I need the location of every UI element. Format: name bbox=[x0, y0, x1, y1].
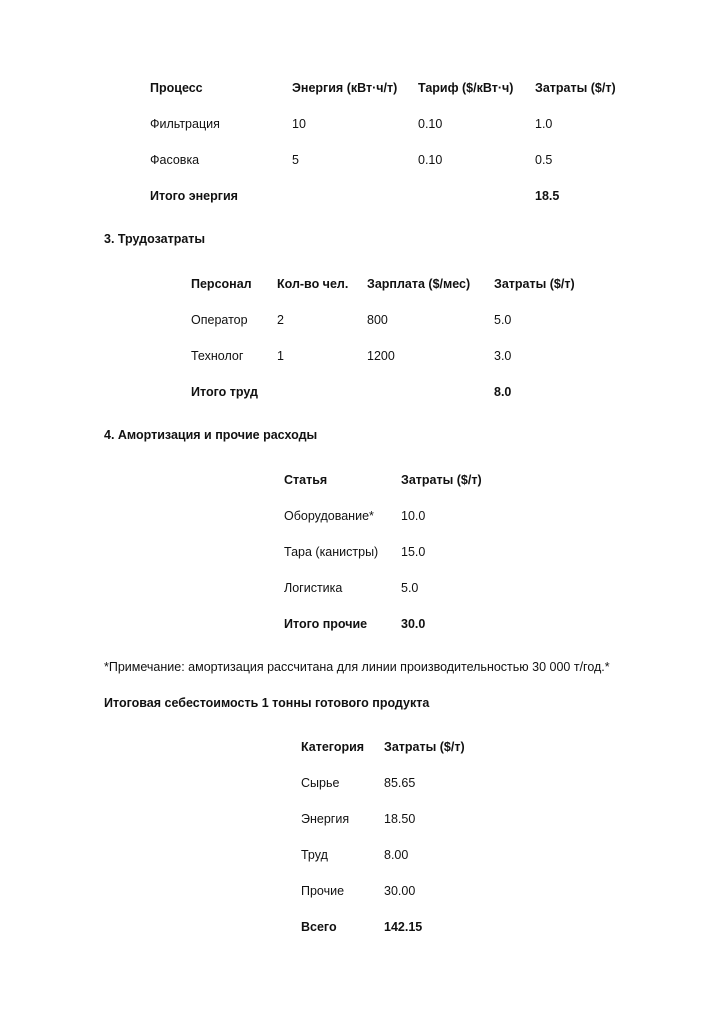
table-header-row bbox=[301, 729, 484, 765]
table-cell: 5 bbox=[292, 153, 299, 167]
header-cell: Тариф ($/кВт·ч) bbox=[418, 81, 514, 95]
table-total-row bbox=[150, 178, 625, 214]
table-cell: Логистика bbox=[284, 581, 343, 595]
table-cell: 0.10 bbox=[418, 117, 443, 131]
table-cell: 2 bbox=[277, 313, 284, 327]
table-cell: 5.0 bbox=[401, 581, 419, 595]
section-heading-summary: Итоговая себестоимость 1 тонны готового продукта bbox=[104, 696, 430, 710]
table-cell: Прочие bbox=[301, 884, 345, 898]
table-cell: 8.00 bbox=[384, 848, 409, 862]
header-cell: Зарплата ($/мес) bbox=[367, 277, 471, 291]
header-cell: Затраты ($/т) bbox=[401, 473, 482, 487]
table-row bbox=[284, 534, 501, 570]
table-cell: 0.5 bbox=[535, 153, 553, 167]
header-cell: Затраты ($/т) bbox=[494, 277, 575, 291]
table-row bbox=[301, 837, 484, 873]
table-row bbox=[284, 570, 501, 606]
table-row bbox=[191, 338, 584, 374]
table-cell: 800 bbox=[367, 313, 388, 327]
header-cell: Статья bbox=[284, 473, 328, 487]
table-cell: Фасовка bbox=[150, 153, 200, 167]
labor-cost-table bbox=[191, 266, 584, 410]
table-cell: Оператор bbox=[191, 313, 248, 327]
header-cell: Персонал bbox=[191, 277, 252, 291]
other-cost-table bbox=[284, 462, 501, 642]
table-cell: Тара (канистры) bbox=[284, 545, 379, 559]
table-cell: 1200 bbox=[367, 349, 395, 363]
table-cell: Технолог bbox=[191, 349, 244, 363]
total-value: 142.15 bbox=[384, 920, 423, 934]
table-header-row bbox=[150, 70, 625, 106]
table-cell: Труд bbox=[301, 848, 328, 862]
header-cell: Затраты ($/т) bbox=[384, 740, 465, 754]
table-row bbox=[150, 142, 625, 178]
section-heading-other: 4. Амортизация и прочие расходы bbox=[104, 428, 318, 442]
energy-cost-table bbox=[150, 70, 625, 214]
table-cell: Сырье bbox=[301, 776, 340, 790]
table-cell: 3.0 bbox=[494, 349, 512, 363]
table-total-row bbox=[301, 909, 484, 945]
total-label: Итого труд bbox=[191, 385, 258, 399]
total-value: 30.0 bbox=[401, 617, 426, 631]
table-row bbox=[301, 801, 484, 837]
header-cell: Кол-во чел. bbox=[277, 277, 349, 291]
table-cell: 1 bbox=[277, 349, 284, 363]
table-cell: 0.10 bbox=[418, 153, 443, 167]
header-cell: Энергия (кВт·ч/т) bbox=[292, 81, 398, 95]
table-cell: Энергия bbox=[301, 812, 350, 826]
table-cell: 85.65 bbox=[384, 776, 416, 790]
table-row bbox=[191, 302, 584, 338]
table-total-row bbox=[284, 606, 501, 642]
total-label: Итого энергия bbox=[150, 189, 238, 203]
table-row bbox=[301, 873, 484, 909]
table-cell: 1.0 bbox=[535, 117, 553, 131]
table-cell: 15.0 bbox=[401, 545, 426, 559]
table-header-row bbox=[284, 462, 501, 498]
table-row bbox=[284, 498, 501, 534]
table-cell: 10.0 bbox=[401, 509, 426, 523]
table-cell: Фильтрация bbox=[150, 117, 220, 131]
total-label: Всего bbox=[301, 920, 337, 934]
table-cell: 18.50 bbox=[384, 812, 416, 826]
table-row bbox=[150, 106, 625, 142]
header-cell: Процесс bbox=[150, 81, 203, 95]
table-cell: 5.0 bbox=[494, 313, 512, 327]
summary-cost-table bbox=[301, 729, 484, 945]
table-cell: Оборудование* bbox=[284, 509, 374, 523]
section-heading-labor: 3. Трудозатраты bbox=[104, 232, 206, 246]
table-total-row bbox=[191, 374, 584, 410]
header-cell: Категория bbox=[301, 740, 365, 754]
table-row bbox=[301, 765, 484, 801]
total-label: Итого прочие bbox=[284, 617, 368, 631]
table-cell: 10 bbox=[292, 117, 306, 131]
table-cell: 30.00 bbox=[384, 884, 416, 898]
footnote: *Примечание: амортизация рассчитана для линии производительностью 30 000 т/год.* bbox=[104, 660, 610, 674]
total-value: 8.0 bbox=[494, 385, 512, 399]
total-value: 18.5 bbox=[535, 189, 560, 203]
header-cell: Затраты ($/т) bbox=[535, 81, 616, 95]
table-header-row bbox=[191, 266, 584, 302]
